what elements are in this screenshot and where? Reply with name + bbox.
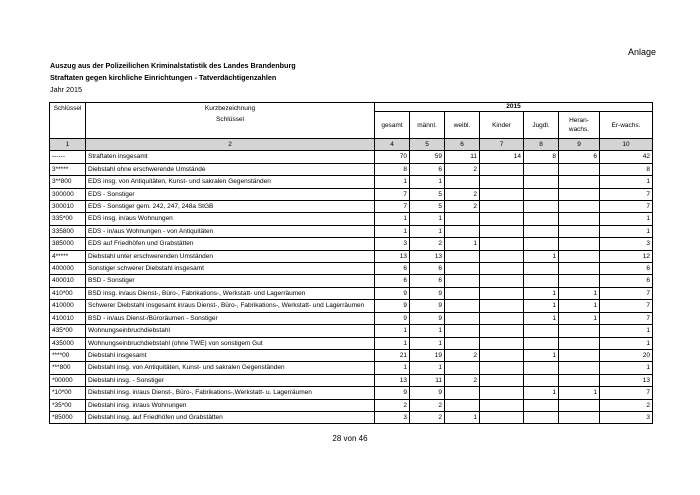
row-value: 2 xyxy=(445,201,480,213)
table-row xyxy=(50,362,653,374)
row-value: 1 xyxy=(410,325,445,337)
row-value xyxy=(480,163,524,175)
row-value xyxy=(480,225,524,237)
row-value: 2 xyxy=(410,399,445,411)
row-value: 13 xyxy=(375,374,410,386)
table-row xyxy=(50,238,653,250)
row-value xyxy=(445,300,480,312)
row-value xyxy=(559,250,600,262)
row-value: 5 xyxy=(410,201,445,213)
row-value: 2 xyxy=(445,349,480,361)
row-value: 2 xyxy=(410,411,445,423)
row-value xyxy=(524,399,559,411)
row-value: 1 xyxy=(445,411,480,423)
table-row xyxy=(50,163,653,175)
year-header-row xyxy=(50,103,653,112)
row-value xyxy=(559,337,600,349)
row-description: BSD - in/aus Dienst-/Büroräumen - Sonstiger xyxy=(86,312,375,324)
row-value: 6 xyxy=(600,275,653,287)
row-value xyxy=(445,176,480,188)
row-key: 335800 xyxy=(50,225,86,237)
row-value xyxy=(559,263,600,275)
row-value xyxy=(559,225,600,237)
row-value: 1 xyxy=(410,225,445,237)
row-value: 13 xyxy=(600,374,653,386)
row-value: 12 xyxy=(600,250,653,262)
row-value xyxy=(559,163,600,175)
row-value: 1 xyxy=(375,325,410,337)
table-row xyxy=(50,349,653,361)
row-key: ***800 xyxy=(50,362,86,374)
row-value: 1 xyxy=(600,337,653,349)
row-value: 3 xyxy=(375,238,410,250)
row-value: 70 xyxy=(375,151,410,163)
row-value: 1 xyxy=(410,337,445,349)
row-value: 1 xyxy=(524,250,559,262)
annex-label: Anlage xyxy=(628,47,657,57)
row-value xyxy=(480,312,524,324)
row-key: 410*00 xyxy=(50,287,86,299)
row-value xyxy=(524,275,559,287)
row-value xyxy=(480,188,524,200)
row-value: 1 xyxy=(375,176,410,188)
row-value xyxy=(445,337,480,349)
row-value xyxy=(480,238,524,250)
row-description: Diebstahl unter erschwerenden Umständen xyxy=(86,250,375,262)
row-description: Wohnungseinbruchdiebstahl xyxy=(86,325,375,337)
row-value: 9 xyxy=(410,312,445,324)
row-value xyxy=(480,201,524,213)
row-value: 9 xyxy=(375,312,410,324)
row-description: Schwerer Diebstahl insgesamt in/aus Dienst-, Büro-, Fabrikations-, Werkstatt- und Lagerräumen xyxy=(86,300,375,312)
row-value: 1 xyxy=(410,176,445,188)
table-row xyxy=(50,176,653,188)
report-subtitle: Straftaten gegen kirchliche Einrichtungen - Tatverdächtigenzahlen xyxy=(50,73,277,82)
row-key: 400000 xyxy=(50,263,86,275)
row-description: EDS insg. von Antiquitäten, Kunst- und sakralen Gegenständen xyxy=(86,176,375,188)
description-header-line1: Kurzbezeichnung xyxy=(204,105,256,112)
row-value xyxy=(524,213,559,225)
row-value xyxy=(445,312,480,324)
row-key: 3**800 xyxy=(50,176,86,188)
row-value xyxy=(445,387,480,399)
row-description: Diebstahl insg. - Sonstiger xyxy=(86,374,375,386)
column-number: 9 xyxy=(559,139,600,151)
row-value: 8 xyxy=(600,163,653,175)
column-number: 10 xyxy=(600,139,653,151)
row-value: 9 xyxy=(410,287,445,299)
row-value xyxy=(559,213,600,225)
row-value: 19 xyxy=(410,349,445,361)
row-key: 385000 xyxy=(50,238,86,250)
row-value: 3 xyxy=(375,411,410,423)
row-value: 5 xyxy=(410,188,445,200)
row-value xyxy=(524,362,559,374)
column-number: 7 xyxy=(480,139,524,151)
table-row xyxy=(50,411,653,423)
row-value xyxy=(559,325,600,337)
table-row xyxy=(50,387,653,399)
row-key: *85000 xyxy=(50,411,86,423)
table-row xyxy=(50,151,653,163)
row-value: 3 xyxy=(600,411,653,423)
row-value xyxy=(480,362,524,374)
row-value: 1 xyxy=(559,300,600,312)
row-value: 2 xyxy=(410,238,445,250)
row-value xyxy=(524,176,559,188)
description-header-line2: Schlüssel xyxy=(216,116,244,123)
row-value xyxy=(480,399,524,411)
row-value: 1 xyxy=(524,300,559,312)
row-value: 1 xyxy=(600,325,653,337)
row-value xyxy=(480,411,524,423)
row-value: 2 xyxy=(445,374,480,386)
row-value: 7 xyxy=(600,387,653,399)
row-key: 3***** xyxy=(50,163,86,175)
row-value: 14 xyxy=(480,151,524,163)
row-value xyxy=(480,263,524,275)
table-row xyxy=(50,399,653,411)
row-value: 6 xyxy=(375,275,410,287)
report-title: Auszug aus der Polizeilichen Kriminalstatistik des Landes Brandenburg xyxy=(50,61,296,70)
row-value xyxy=(445,213,480,225)
row-key: 435*00 xyxy=(50,325,86,337)
row-value: 1 xyxy=(524,312,559,324)
row-key: 300010 xyxy=(50,201,86,213)
row-value xyxy=(524,238,559,250)
row-value: 6 xyxy=(410,275,445,287)
column-header-weibl: weibl. xyxy=(445,112,480,139)
row-value: 59 xyxy=(410,151,445,163)
row-value: 7 xyxy=(600,312,653,324)
row-value xyxy=(445,399,480,411)
row-description: Diebstahl insg. in/aus Wohnungen xyxy=(86,399,375,411)
row-value xyxy=(445,263,480,275)
column-header-key: Schlüssel xyxy=(50,103,86,139)
table-row xyxy=(50,213,653,225)
column-number: 2 xyxy=(86,139,375,151)
column-header-maennl: männl. xyxy=(410,112,445,139)
row-key: 335*00 xyxy=(50,213,86,225)
row-value xyxy=(524,163,559,175)
row-value: 7 xyxy=(375,201,410,213)
row-description: EDS insg. in/aus Wohnungen xyxy=(86,213,375,225)
row-value: 1 xyxy=(445,238,480,250)
row-value: 42 xyxy=(600,151,653,163)
row-value: 21 xyxy=(375,349,410,361)
row-description: Wohnungseinbruchdiebstahl (ohne TWE) von sonstigem Gut xyxy=(86,337,375,349)
row-value xyxy=(480,213,524,225)
row-value xyxy=(480,349,524,361)
row-description: EDS - in/aus Wohnungen - von Antiquitäten xyxy=(86,225,375,237)
column-number-row xyxy=(50,139,653,151)
row-value: 1 xyxy=(410,213,445,225)
row-value xyxy=(480,176,524,188)
row-key: ------ xyxy=(50,151,86,163)
column-header-jugdl: Jugdl. xyxy=(524,112,559,139)
table-row xyxy=(50,263,653,275)
page-number: 28 von 46 xyxy=(332,434,368,443)
row-value xyxy=(559,362,600,374)
row-value: 1 xyxy=(375,213,410,225)
row-value: 1 xyxy=(600,213,653,225)
statistics-table xyxy=(49,102,653,424)
row-value: 9 xyxy=(375,300,410,312)
row-value xyxy=(559,349,600,361)
row-value: 1 xyxy=(600,362,653,374)
row-description: Diebstahl insg. in/aus Dienst-, Büro-, Fabrikations-,Werkstatt- u. Lagerräumen xyxy=(86,387,375,399)
row-key: ****00 xyxy=(50,349,86,361)
row-description: Diebstahl insg. von Antiquitäten, Kunst- und sakralen Gegenständen xyxy=(86,362,375,374)
row-description: Straftaten insgesamt xyxy=(86,151,375,163)
row-value: 7 xyxy=(600,300,653,312)
row-value xyxy=(480,300,524,312)
column-header-description xyxy=(86,103,375,139)
table-row xyxy=(50,300,653,312)
row-key: 435000 xyxy=(50,337,86,349)
table-row xyxy=(50,250,653,262)
row-value: 9 xyxy=(410,387,445,399)
row-value xyxy=(445,287,480,299)
row-description: BSD insg. in/aus Dienst-, Büro-, Fabrikations-, Werkstatt- und Lagerräumen xyxy=(86,287,375,299)
row-value xyxy=(480,250,524,262)
row-value: 6 xyxy=(375,263,410,275)
row-value xyxy=(445,362,480,374)
row-value: 1 xyxy=(524,349,559,361)
row-value xyxy=(445,275,480,287)
row-key: 410000 xyxy=(50,300,86,312)
row-value: 1 xyxy=(559,387,600,399)
row-description: Diebstahl insg. auf Friedhöfen und Grabstätten xyxy=(86,411,375,423)
column-number: 1 xyxy=(50,139,86,151)
row-value: 2 xyxy=(445,163,480,175)
row-value: 3 xyxy=(600,238,653,250)
column-header-heranwachs: Heran-wachs. xyxy=(559,112,600,139)
row-value xyxy=(559,399,600,411)
row-value: 2 xyxy=(445,188,480,200)
row-value: 20 xyxy=(600,349,653,361)
row-value xyxy=(480,287,524,299)
row-value xyxy=(524,225,559,237)
report-year: Jahr 2015 xyxy=(50,85,82,94)
row-description: EDS auf Friedhöfen und Grabstätten xyxy=(86,238,375,250)
row-key: *00000 xyxy=(50,374,86,386)
table-row xyxy=(50,287,653,299)
row-value xyxy=(559,275,600,287)
row-value xyxy=(524,263,559,275)
row-value xyxy=(480,374,524,386)
table-row xyxy=(50,312,653,324)
row-value: 6 xyxy=(559,151,600,163)
row-value xyxy=(524,188,559,200)
table-row xyxy=(50,275,653,287)
row-description: Diebstahl ohne erschwerende Umstände xyxy=(86,163,375,175)
row-key: *35*00 xyxy=(50,399,86,411)
row-value xyxy=(524,411,559,423)
column-number: 8 xyxy=(524,139,559,151)
row-value xyxy=(524,374,559,386)
row-value: 8 xyxy=(375,163,410,175)
row-value: 1 xyxy=(524,287,559,299)
row-value: 1 xyxy=(559,312,600,324)
column-header-erwachs: Er-wachs. xyxy=(600,112,653,139)
row-value xyxy=(480,325,524,337)
row-value: 1 xyxy=(600,176,653,188)
row-value: 1 xyxy=(375,362,410,374)
row-value: 1 xyxy=(410,362,445,374)
row-key: 400010 xyxy=(50,275,86,287)
row-value xyxy=(559,176,600,188)
column-header-gesamt: gesamt xyxy=(375,112,410,139)
row-value xyxy=(524,337,559,349)
row-value: 7 xyxy=(600,188,653,200)
row-value xyxy=(524,325,559,337)
row-value: 1 xyxy=(524,387,559,399)
row-value: 11 xyxy=(410,374,445,386)
row-value: 8 xyxy=(524,151,559,163)
row-key: 300000 xyxy=(50,188,86,200)
column-header-kinder: Kinder xyxy=(480,112,524,139)
row-value xyxy=(559,411,600,423)
row-description: EDS - Sonstiger xyxy=(86,188,375,200)
row-value xyxy=(559,188,600,200)
table-row xyxy=(50,225,653,237)
column-number: 4 xyxy=(375,139,410,151)
row-value: 2 xyxy=(600,399,653,411)
row-value: 11 xyxy=(445,151,480,163)
row-value: 9 xyxy=(375,387,410,399)
row-value xyxy=(559,374,600,386)
row-value xyxy=(445,325,480,337)
row-value: 7 xyxy=(375,188,410,200)
row-value: 1 xyxy=(375,337,410,349)
row-value xyxy=(559,238,600,250)
row-description: Diebstahl insgesamt xyxy=(86,349,375,361)
row-value xyxy=(524,201,559,213)
row-value: 9 xyxy=(410,300,445,312)
row-description: BSD - Sonstiger xyxy=(86,275,375,287)
row-value: 13 xyxy=(375,250,410,262)
row-value: 2 xyxy=(375,399,410,411)
row-value xyxy=(445,225,480,237)
row-value: 1 xyxy=(375,225,410,237)
table-row xyxy=(50,337,653,349)
table-row xyxy=(50,374,653,386)
row-key: *10*00 xyxy=(50,387,86,399)
row-description: EDS - Sonstiger gem. 242, 247, 248a StGB xyxy=(86,201,375,213)
row-value: 9 xyxy=(375,287,410,299)
row-description: Sonstiger schwerer Diebstahl insgesamt xyxy=(86,263,375,275)
row-value: 6 xyxy=(600,263,653,275)
row-value xyxy=(559,201,600,213)
table-row xyxy=(50,325,653,337)
row-value: 6 xyxy=(410,163,445,175)
row-value: 13 xyxy=(410,250,445,262)
table-row xyxy=(50,201,653,213)
table-row xyxy=(50,188,653,200)
row-value: 7 xyxy=(600,287,653,299)
year-header: 2015 xyxy=(375,103,653,112)
row-value: 1 xyxy=(600,225,653,237)
row-key: 410010 xyxy=(50,312,86,324)
row-value xyxy=(480,387,524,399)
column-number: 6 xyxy=(445,139,480,151)
row-value: 7 xyxy=(600,201,653,213)
row-value: 1 xyxy=(559,287,600,299)
row-value xyxy=(480,275,524,287)
column-number: 5 xyxy=(410,139,445,151)
row-value xyxy=(445,250,480,262)
row-value xyxy=(480,337,524,349)
row-key: 4***** xyxy=(50,250,86,262)
row-value: 6 xyxy=(410,263,445,275)
